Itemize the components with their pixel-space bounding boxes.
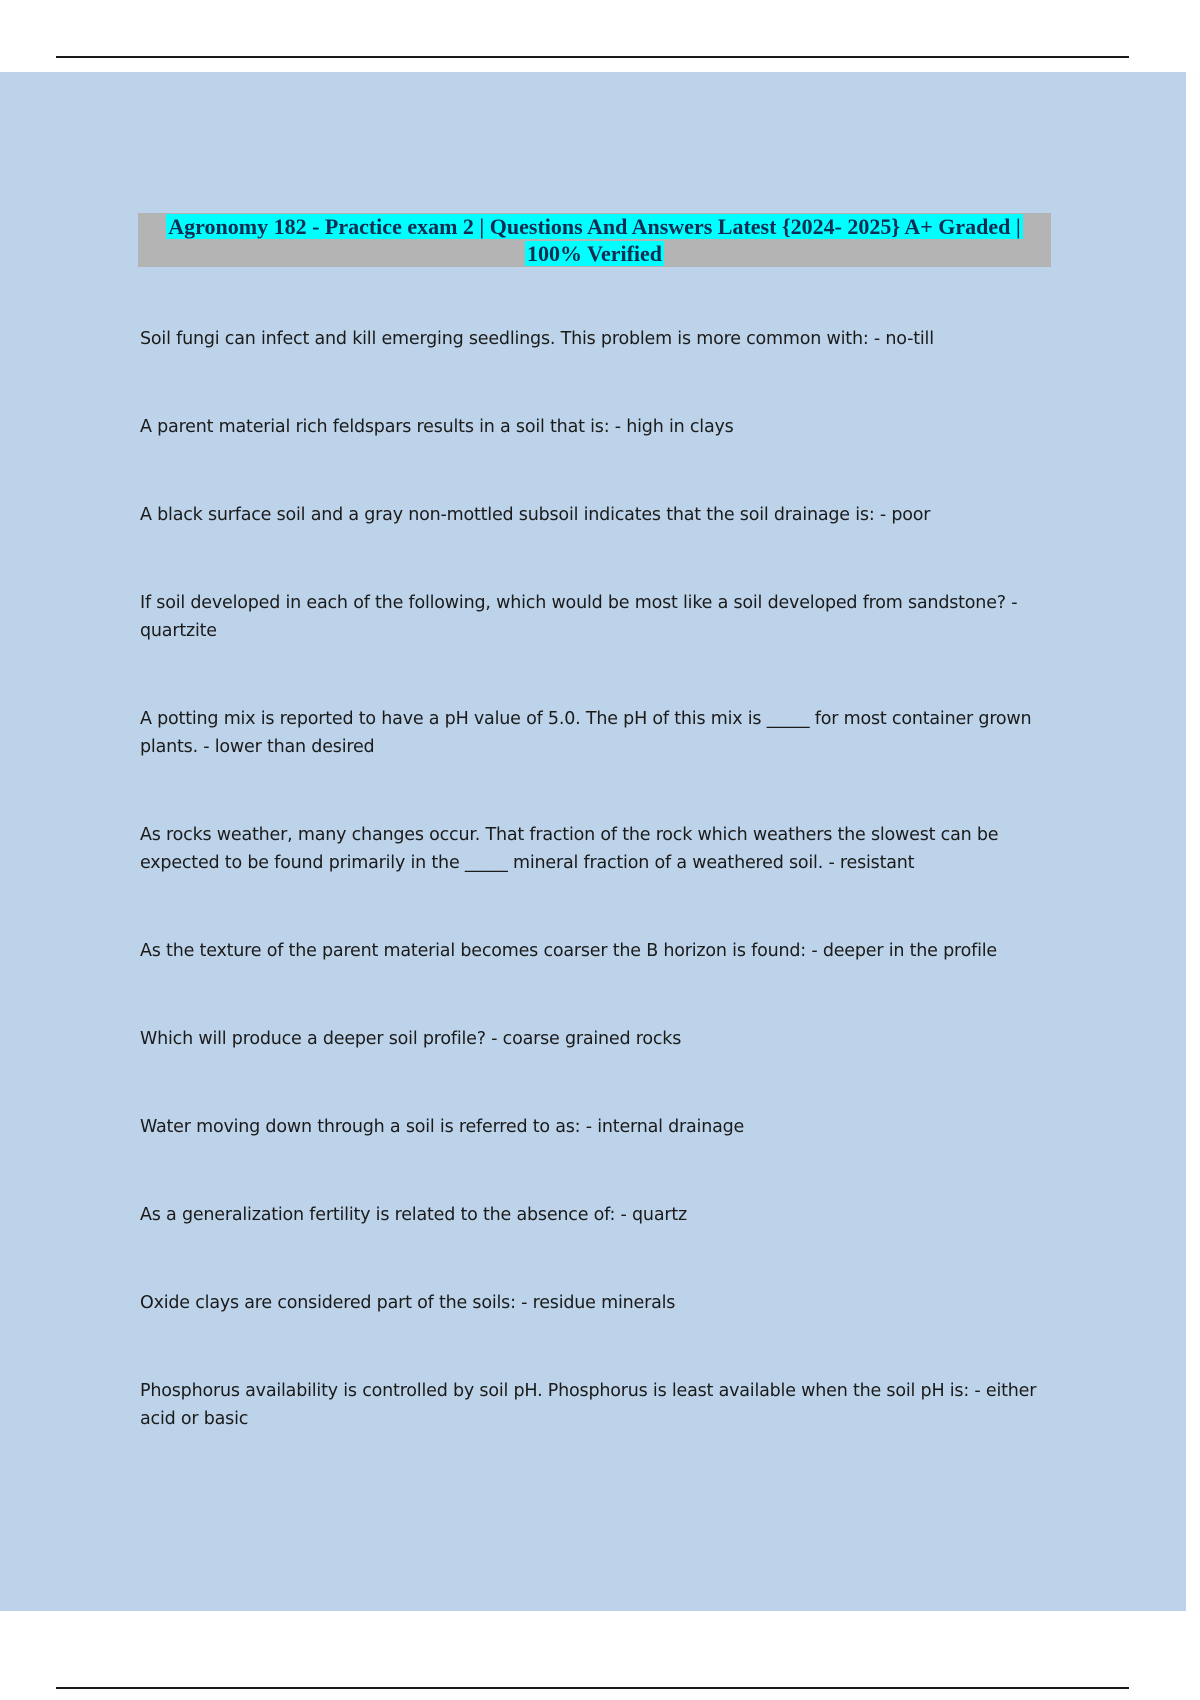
title-text-2: 100% Verified [526,241,663,266]
qa-item-4: If soil developed in each of the following, which would be most like a soil developed from sandstone? - quartzite [140,593,1018,641]
title-line-1 [138,213,1051,240]
title-line-2 [138,240,1051,267]
qa-item-8: Which will produce a deeper soil profile? - coarse grained rocks [140,1029,682,1049]
top-rule [56,56,1129,58]
qa-item-3: A black surface soil and a gray non-mottled subsoil indicates that the soil drainage is: - poor [140,505,931,525]
qa-item-5: A potting mix is reported to have a pH value of 5.0. The pH of this mix is _____ for most container grown plants. - lower than desired [140,709,1032,757]
qa-item-1: Soil fungi can infect and kill emerging seedlings. This problem is more common with: - no-till [140,329,934,349]
qa-item-12: Phosphorus availability is controlled by soil pH. Phosphorus is least available when the soil pH is: - either acid or basic [140,1381,1037,1429]
qa-item-10: As a generalization fertility is related to the absence of: - quartz [140,1205,687,1225]
qa-item-11: Oxide clays are considered part of the soils: - residue minerals [140,1293,676,1313]
qa-item-2: A parent material rich feldspars results in a soil that is: - high in clays [140,417,734,437]
bottom-rule [56,1687,1129,1689]
title-text-1: Agronomy 182 - Practice exam 2 | Questions And Answers Latest {2024- 2025} A+ Graded | [168,214,1021,239]
qa-item-6: As rocks weather, many changes occur. That fraction of the rock which weathers the slowest can be expected to be found primarily in the _____ mineral fraction of a weathered soil. - resistant [140,825,999,873]
qa-item-9: Water moving down through a soil is referred to as: - internal drainage [140,1117,745,1137]
document-title [138,213,1051,267]
qa-item-7: As the texture of the parent material becomes coarser the B horizon is found: - deeper in the profile [140,941,997,961]
